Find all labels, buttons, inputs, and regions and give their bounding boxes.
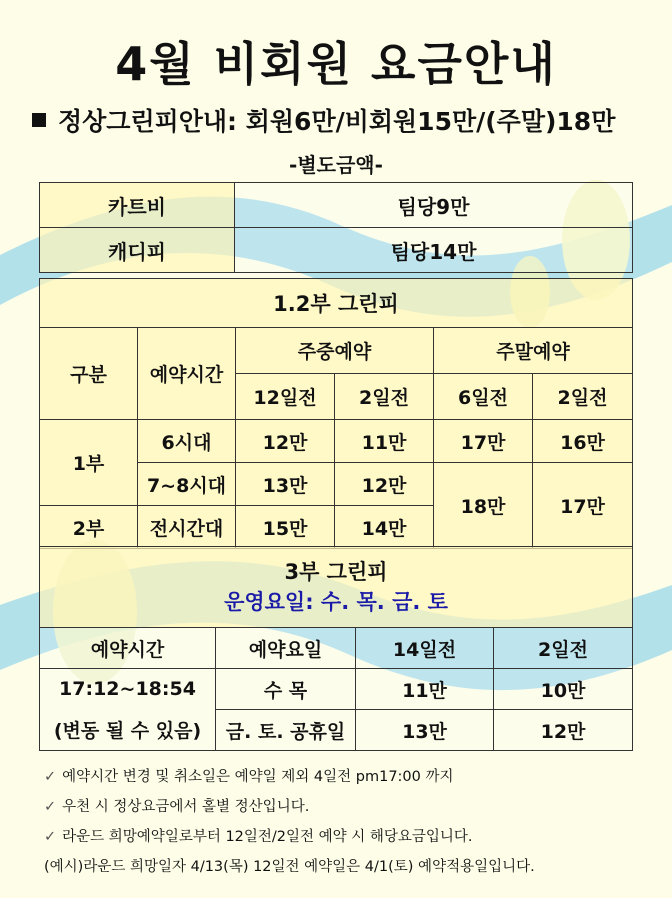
col-14days: 14일전 <box>356 628 494 669</box>
col-weekend: 주말예약 <box>434 328 633 374</box>
check-icon: ✓ <box>44 829 57 845</box>
time-slot: 6시대 <box>138 420 236 463</box>
table-row <box>40 628 633 669</box>
time-note: (변동 될 수 있음) <box>40 710 216 751</box>
time-slot: 7~8시대 <box>138 463 236 506</box>
day-cell: 금. 토. 공휴일 <box>216 710 356 751</box>
check-icon: ✓ <box>44 769 57 785</box>
green-fee-12-title: 1.2부 그린피 <box>40 279 633 328</box>
table-row <box>40 279 633 328</box>
separate-fee-label: -별도금액- <box>289 153 383 177</box>
col-reservation-day: 예약요일 <box>216 628 356 669</box>
price-cell: 10만 <box>494 669 633 710</box>
notes <box>44 762 654 882</box>
note-item: ✓ 라운드 희망예약일로부터 12일전/2일전 예약 시 해당요금입니다. <box>44 829 473 845</box>
col-weekend-6days: 6일전 <box>434 374 533 420</box>
green-fee-12-table <box>39 278 633 549</box>
cart-fee-label: 카트비 <box>40 183 235 228</box>
time-value: 17:12~18:54 <box>40 669 216 710</box>
table-row <box>40 669 633 710</box>
note-item: ✓ 우천 시 정상요금에서 홀별 정산입니다. <box>44 799 310 815</box>
square-bullet-icon <box>32 113 46 127</box>
col-weekend-2days: 2일전 <box>533 374 633 420</box>
check-icon: ✓ <box>44 799 57 815</box>
price-cell: 13만 <box>236 463 335 506</box>
cart-fee-value: 팀당9만 <box>235 183 633 228</box>
regular-fee-text: 정상그린피안내: 회원6만/비회원15만/(주말)18만 <box>58 107 616 136</box>
price-cell: 11만 <box>356 669 494 710</box>
extra-fee-table <box>39 182 633 273</box>
regular-fee-line <box>32 102 652 138</box>
table-row <box>40 710 633 751</box>
table-row <box>40 547 633 628</box>
page-title: 4월 비회원 요금안내 <box>115 37 557 91</box>
price-cell: 16만 <box>533 420 633 463</box>
col-2days: 2일전 <box>494 628 633 669</box>
price-cell: 15만 <box>236 506 335 549</box>
col-weekday-2days: 2일전 <box>335 374 434 420</box>
caddie-fee-value: 팀당14만 <box>235 228 633 273</box>
green-fee-3-table <box>39 546 633 751</box>
price-cell: 12만 <box>335 463 434 506</box>
col-reservation-time: 예약시간 <box>40 628 216 669</box>
price-cell: 17만 <box>434 420 533 463</box>
col-reservation-time: 예약시간 <box>138 328 236 420</box>
table-row <box>40 420 633 463</box>
caddie-fee-label: 캐디피 <box>40 228 235 273</box>
price-cell: 12만 <box>236 420 335 463</box>
price-cell: 18만 <box>434 463 533 549</box>
part-1-label: 1부 <box>40 420 138 506</box>
green-fee-3-header <box>40 547 633 628</box>
price-cell: 17만 <box>533 463 633 549</box>
table-row <box>40 183 633 228</box>
price-cell: 14만 <box>335 506 434 549</box>
time-slot: 전시간대 <box>138 506 236 549</box>
price-cell: 11만 <box>335 420 434 463</box>
price-cell: 13만 <box>356 710 494 751</box>
col-category: 구분 <box>40 328 138 420</box>
day-cell: 수 목 <box>216 669 356 710</box>
col-weekday: 주중예약 <box>236 328 434 374</box>
green-fee-3-title: 3부 그린피 <box>284 560 388 584</box>
col-weekday-12days: 12일전 <box>236 374 335 420</box>
operating-days: 운영요일: 수. 목. 금. 토 <box>224 590 448 614</box>
price-cell: 12만 <box>494 710 633 751</box>
note-item: ✓ 예약시간 변경 및 취소일은 예약일 제외 4일전 pm17:00 까지 <box>44 769 454 785</box>
part-2-label: 2부 <box>40 506 138 549</box>
table-row <box>40 228 633 273</box>
example-note: (예시)라운드 희망일자 4/13(목) 12일전 예약일은 4/1(토) 예약적용일입니다. <box>44 859 535 875</box>
table-row <box>40 328 633 374</box>
